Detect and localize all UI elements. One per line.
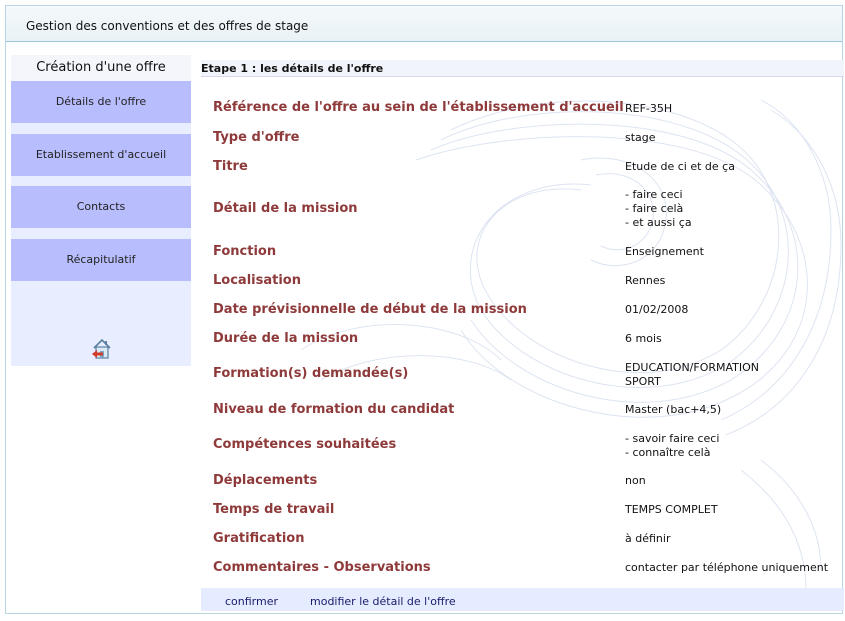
detail-value: 6 mois bbox=[625, 332, 662, 345]
detail-value: Rennes bbox=[625, 274, 666, 287]
step-title: Etape 1 : les détails de l'offre bbox=[201, 62, 384, 75]
detail-label: Déplacements bbox=[213, 473, 318, 488]
confirm-button[interactable]: confirmer bbox=[225, 595, 279, 608]
detail-label: Gratification bbox=[213, 531, 305, 546]
detail-value: à définir bbox=[625, 532, 671, 545]
detail-value: non bbox=[625, 474, 646, 487]
detail-label: Fonction bbox=[213, 244, 277, 259]
action-bar bbox=[201, 588, 844, 611]
detail-label: Commentaires - Observations bbox=[213, 560, 431, 575]
detail-value: EDUCATION/FORMATION SPORT bbox=[625, 361, 760, 388]
sidebar bbox=[11, 55, 191, 366]
sidebar-item-recapitulatif[interactable]: Récapitulatif bbox=[11, 239, 191, 281]
detail-value: Master (bac+4,5) bbox=[625, 403, 722, 416]
detail-value: stage bbox=[625, 131, 656, 144]
detail-value: - savoir faire ceci - connaître celà bbox=[625, 432, 720, 459]
sidebar-item-etablissement[interactable]: Etablissement d'accueil bbox=[11, 134, 191, 176]
detail-label: Durée de la mission bbox=[213, 331, 359, 346]
detail-label: Compétences souhaitées bbox=[213, 437, 397, 452]
detail-label: Niveau de formation du candidat bbox=[213, 402, 455, 417]
detail-label: Titre bbox=[213, 159, 248, 174]
detail-value: TEMPS COMPLET bbox=[625, 503, 718, 516]
detail-value: - faire ceci - faire celà - et aussi ça bbox=[625, 188, 692, 229]
sidebar-heading: Création d'une offre bbox=[11, 55, 191, 81]
sidebar-item-details[interactable]: Détails de l'offre bbox=[11, 81, 191, 123]
detail-value: 01/02/2008 bbox=[625, 303, 689, 316]
detail-label: Détail de la mission bbox=[213, 201, 358, 216]
main-content bbox=[201, 60, 844, 613]
detail-value: contacter par téléphone uniquement bbox=[625, 561, 829, 574]
home-back-icon[interactable] bbox=[91, 337, 113, 361]
detail-label: Référence de l'offre au sein de l'établissement d'accueil bbox=[213, 100, 624, 115]
step-header bbox=[201, 60, 844, 77]
detail-value: Etude de ci et de ça bbox=[625, 160, 735, 173]
detail-label: Formation(s) demandée(s) bbox=[213, 366, 409, 381]
detail-value: Enseignement bbox=[625, 245, 704, 258]
detail-label: Date prévisionnelle de début de la mission bbox=[213, 302, 527, 317]
sidebar-item-contacts[interactable]: Contacts bbox=[11, 186, 191, 228]
detail-label: Localisation bbox=[213, 273, 301, 288]
detail-label: Type d'offre bbox=[213, 130, 300, 145]
detail-value: REF-35H bbox=[625, 102, 673, 115]
detail-label: Temps de travail bbox=[213, 502, 335, 517]
edit-details-button[interactable]: modifier le détail de l'offre bbox=[310, 595, 456, 608]
app-title: Gestion des conventions et des offres de stage bbox=[26, 19, 309, 33]
header-bar bbox=[6, 6, 842, 42]
